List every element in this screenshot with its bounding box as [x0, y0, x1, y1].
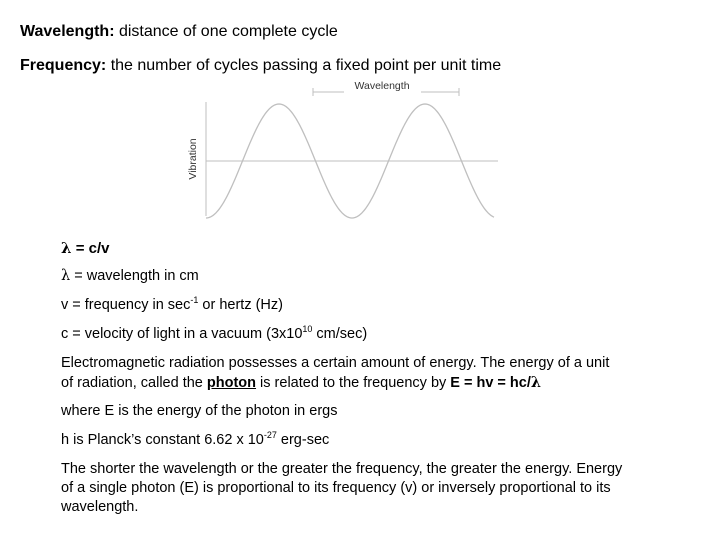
- lambda-symbol: λ: [61, 239, 72, 257]
- velocity-exponent: 10: [302, 324, 313, 334]
- planck-constant: [61, 431, 329, 450]
- main-equation: [61, 239, 109, 258]
- frequency-variable: [61, 296, 283, 315]
- planck-exponent: -27: [263, 430, 277, 440]
- energy-formula: E = hv = hc/: [450, 375, 531, 391]
- conclusion-paragraph: [61, 460, 622, 517]
- energy-paragraph-line-2: [61, 373, 609, 393]
- energy-paragraph-text: of radiation, called the: [61, 375, 207, 391]
- wavelength-term: Wavelength:: [20, 23, 115, 40]
- conclusion-line-3: wavelength.: [61, 499, 139, 515]
- vibration-label: Vibration: [187, 138, 199, 180]
- velocity-variable: [61, 325, 367, 344]
- frequency-unit-text: or hertz (Hz): [198, 297, 283, 313]
- main-equation-text: = c/v: [71, 240, 110, 257]
- wavelength-definition: [20, 23, 338, 41]
- frequency-exponent: -1: [190, 295, 199, 305]
- conclusion-line-1: The shorter the wavelength or the greater the frequency, the greater the energy. Energy: [61, 461, 623, 477]
- frequency-variable-text: v = frequency in sec: [61, 297, 191, 313]
- wavelength-label: Wavelength: [354, 80, 410, 92]
- conclusion-line-2: of a single photon (E) is proportional to its frequency (v) or inversely proportional to its: [61, 480, 611, 496]
- frequency-definition-text: the number of cycles passing a fixed point per unit time: [106, 57, 502, 74]
- wave-diagram: [184, 78, 500, 220]
- frequency-definition: [20, 57, 501, 75]
- energy-definition: where E is the energy of the photon in ergs: [61, 403, 338, 419]
- planck-constant-text: h is Planck’s constant 6.62 x 10: [61, 432, 264, 448]
- lambda-symbol: λ: [530, 374, 542, 391]
- wavelength-variable-text: = wavelength in cm: [70, 268, 199, 284]
- velocity-unit-text: cm/sec): [312, 326, 368, 342]
- velocity-variable-text: c = velocity of light in a vacuum (3x10: [61, 326, 303, 342]
- lambda-symbol: λ: [61, 268, 71, 284]
- energy-paragraph-line-1: Electromagnetic radiation possesses a certain amount of energy. The energy of a unit: [61, 355, 610, 371]
- planck-unit-text: erg-sec: [276, 432, 330, 448]
- wavelength-definition-text: distance of one complete cycle: [114, 23, 338, 40]
- frequency-term: Frequency:: [20, 57, 107, 74]
- wavelength-variable: [61, 267, 199, 286]
- photon-term: photon: [206, 375, 257, 391]
- energy-paragraph: [61, 354, 609, 393]
- energy-paragraph-text-2: is related to the frequency by: [256, 375, 451, 391]
